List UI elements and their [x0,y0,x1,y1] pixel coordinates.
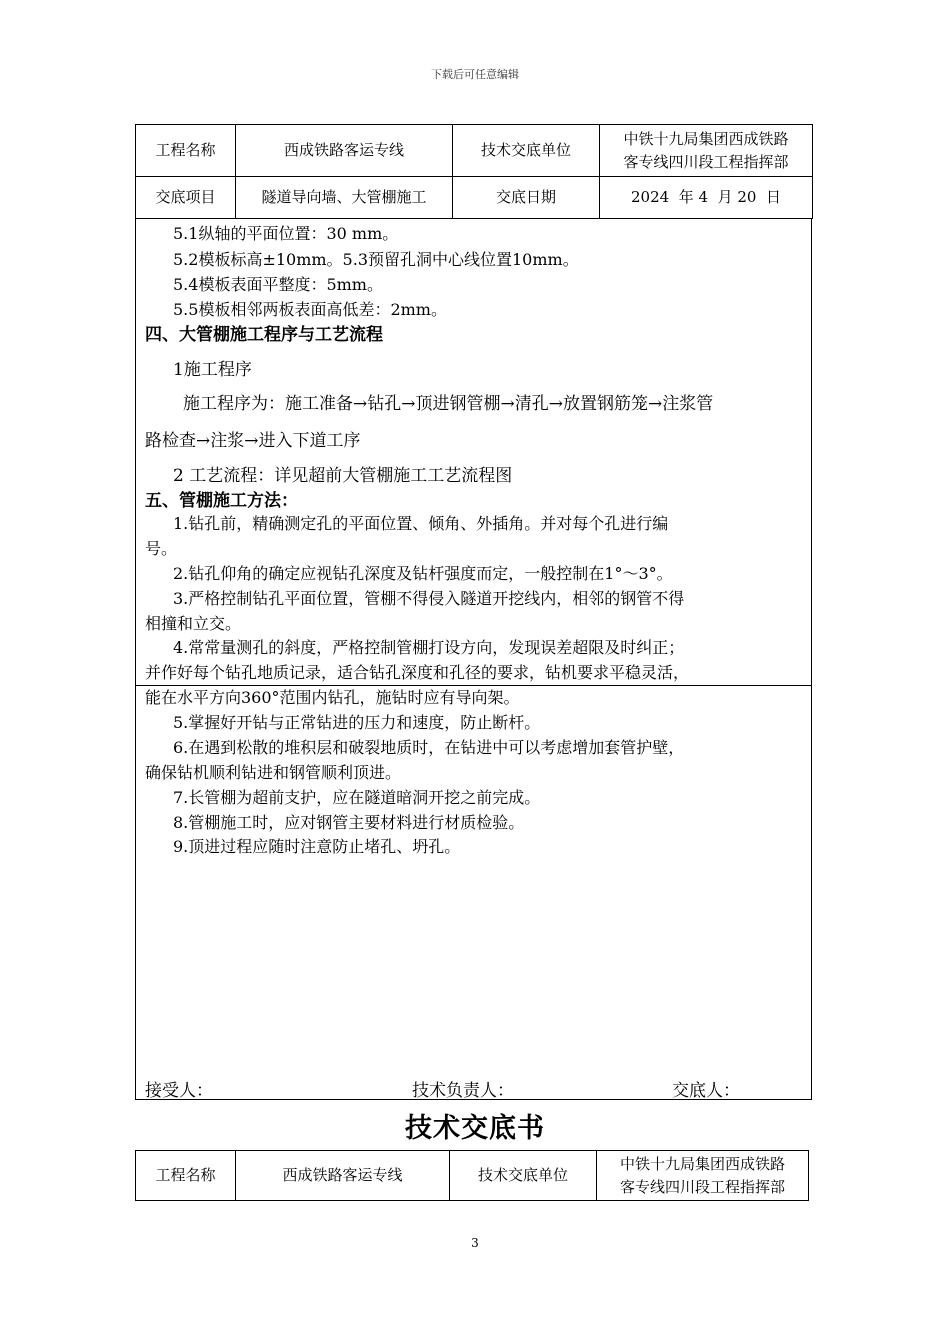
label-tech-unit: 技术交底单位 [453,125,600,177]
body-line: 并作好每个钻孔地质记录，适合钻孔深度和孔径的要求，钻机要求平稳灵活， [145,663,690,682]
value-tech-unit: 中铁十九局集团西成铁路 客专线四川段工程指挥部 [600,125,813,177]
document-title: 技术交底书 [405,1113,545,1144]
info-table-top [135,124,813,219]
tech-lead-label: 技术负责人： [412,1081,514,1101]
body-line: 能在水平方向360°范围内钻孔，施钻时应有导向架。 [145,688,520,707]
label-project-name: 工程名称 [136,1151,236,1201]
value-tech-unit: 中铁十九局集团西成铁路 客专线四川段工程指挥部 [597,1151,809,1201]
section-heading-5: 五、管棚施工方法： [145,491,298,511]
body-line: 9.顶进过程应随时注意防止堵孔、坍孔。 [173,837,461,856]
body-line: 1施工程序 [173,360,252,380]
body-line: 5.4模板表面平整度：5mm。 [173,275,383,294]
body-line: 7.长管棚为超前支护，应在隧道暗洞开挖之前完成。 [173,788,541,807]
label-project-name: 工程名称 [136,125,236,177]
body-line: 5.掌握好开钻与正常钻进的压力和速度，防止断杆。 [173,713,541,732]
body-line: 5.1纵轴的平面位置：30 mm。 [173,224,399,243]
body-line: 8.管棚施工时，应对钢管主要材料进行材质检验。 [173,813,525,832]
page-number: 3 [471,1236,479,1250]
body-line: 2 工艺流程：详见超前大管棚施工工艺流程图 [173,466,513,486]
body-line: 2.钻孔仰角的确定应视钻孔深度及钻杆强度而定，一般控制在1°～3°。 [173,564,673,583]
section-heading-4: 四、大管棚施工程序与工艺流程 [145,325,383,345]
value-project-name: 西成铁路客运专线 [236,1151,450,1201]
submitter-label: 交底人： [672,1081,740,1101]
value-date: 2024 年 4 月 20 日 [600,177,813,219]
body-line: 号。 [145,539,178,558]
receiver-label: 接受人： [145,1081,213,1101]
value-item: 隧道导向墙、大管棚施工 [236,177,453,219]
value-project-name: 西成铁路客运专线 [236,125,453,177]
body-line: 施工程序为：施工准备→钻孔→顶进钢管棚→清孔→放置钢筋笼→注浆管 [183,394,714,414]
body-line: 1.钻孔前，精确测定孔的平面位置、倾角、外插角。并对每个孔进行编 [173,514,669,533]
body-line: 5.5模板相邻两板表面高低差：2mm。 [173,300,447,319]
label-tech-unit: 技术交底单位 [450,1151,597,1201]
body-line: 路检查→注浆→进入下道工序 [145,431,361,451]
download-note: 下载后可任意编辑 [431,68,519,81]
info-table-bottom [135,1150,809,1201]
body-line: 3.严格控制钻孔平面位置，管棚不得侵入隧道开挖线内，相邻的钢管不得 [173,589,685,608]
body-line: 6.在遇到松散的堆积层和破裂地质时，在钻进中可以考虑增加套管护壁， [173,738,685,757]
label-date: 交底日期 [453,177,600,219]
body-line: 5.2模板标高±10mm。5.3预留孔洞中心线位置10mm。 [173,250,579,269]
body-line: 确保钻机顺利钻进和钢管顺利顶进。 [145,763,402,782]
body-line: 相撞和立交。 [145,614,242,633]
body-line: 4.常常量测孔的斜度，严格控制管棚打设方向，发现误差超限及时纠正； [173,638,685,657]
label-item: 交底项目 [136,177,236,219]
